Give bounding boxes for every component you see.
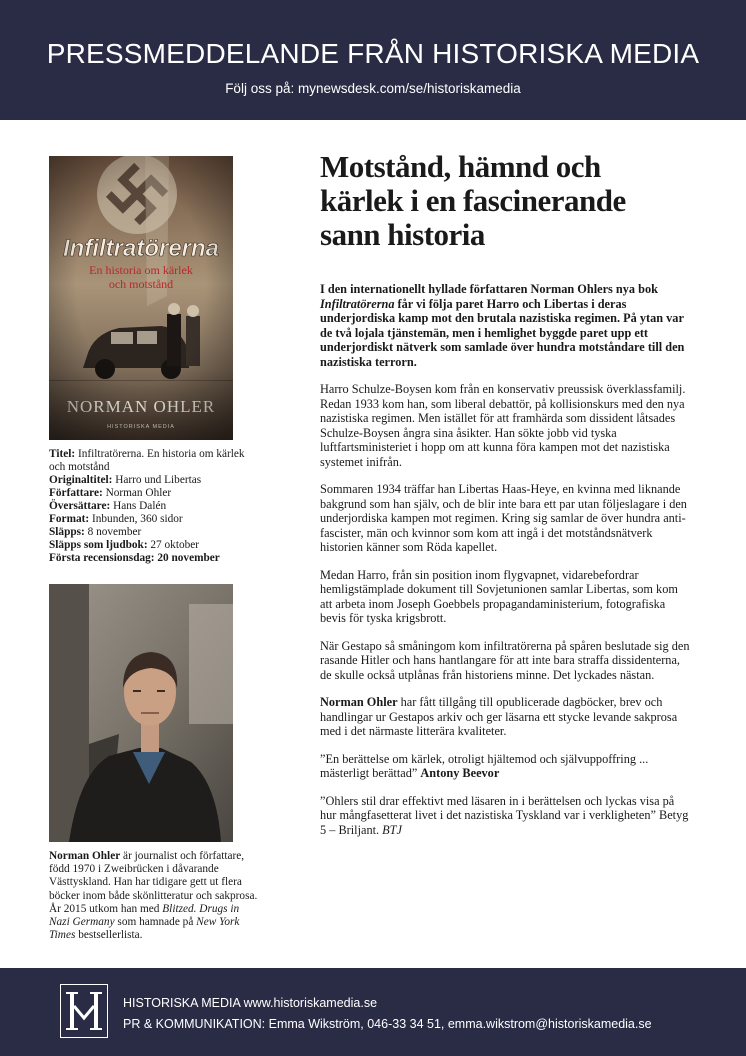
- meta-author: Författare: Norman Ohler: [49, 487, 172, 499]
- meta-title: Titel: Infiltratörerna. En historia om kärlek och motstånd: [49, 448, 245, 473]
- meta-format: Format: Inbunden, 360 sidor: [49, 513, 183, 525]
- quote-beevor: ”En berättelse om kärlek, otroligt hjältemod och självuppoffring ... mästerligt berättad” Antony Beevor: [320, 751, 649, 780]
- historiska-media-logo-icon: [60, 984, 108, 1038]
- article: [320, 150, 690, 837]
- header-band: [0, 0, 746, 120]
- footer-publisher[interactable]: HISTORISKA MEDIA www.historiskamedia.se: [123, 996, 378, 1010]
- quote-btj: ”Ohlers stil drar effektivt med läsaren in i berättelsen och lyckas visa på hur mångfasetterat livet i det nazistiska Tyskland var i verkligheten” Betyg 5 – Briljant. BTJ: [320, 793, 689, 837]
- article-lead: I den internationellt hyllade författaren Norman Ohlers nya bok Infiltratörerna får vi följa paret Harro och Libertas i deras underjordiska kamp mot den brutala nazistiska regimen. På ytan var de två lojala tjänstemän, men i hemlighet byggde paret upp ett underjordiskt nätverk som samlade över hundra motståndare till den nazistiska terrorn.: [320, 282, 685, 369]
- footer-contact[interactable]: PR & KOMMUNIKATION: Emma Wikström, 046-33 34 51, emma.wikstrom@historiskamedia.se: [123, 1017, 652, 1031]
- follow-link[interactable]: Följ oss på: mynewsdesk.com/se/historiskamedia: [225, 81, 521, 96]
- meta-release: Släpps: 8 november: [49, 526, 142, 538]
- footer-band: [0, 968, 746, 1056]
- article-paragraph-4: När Gestapo så småningom kom infiltratörerna på spåren beslutade sig den rasande Hitler och hans hantlangare för att inte bara straffa dissidenterna, de skulle också utplånas från historiens minne. Det lyckades nästan.: [320, 638, 690, 682]
- meta-original: Originaltitel: Harro und Libertas: [49, 474, 202, 486]
- meta-review: Första recensionsdag: 20 november: [49, 552, 220, 564]
- meta-audio: Släpps som ljudbok: 27 oktober: [49, 539, 200, 551]
- book-metadata: [49, 448, 261, 565]
- author-photo: [49, 584, 233, 842]
- article-paragraph-5: Norman Ohler har fått tillgång till opublicerade dagböcker, brev och handlingar ur Gestapos arkiv och ger läsarna ett stycke levande sakprosa med i det närmaste litterära kvaliteter.: [320, 695, 678, 738]
- page-title: PRESSMEDDELANDE FRÅN HISTORISKA MEDIA: [46, 38, 700, 69]
- author-bio: Norman Ohler är journalist och författare, född 1970 i Zweibrücken i dåvarande Västtyskland. Han har tidigare gett ut flera böcker inom både skönlitteratur och sakprosa. År 2015 utkom han med Blitzed. Drugs in Nazi Germany som hamnade på New York Times bestsellerlista.: [49, 850, 258, 942]
- article-paragraph-3: Medan Harro, från sin position inom flygvapnet, vidarebefordrar hemligstämplade dokument till Sovjetunionen samlar Libertas, som kom att arbeta inom Joseph Goebbels propagandaministerium, fotografiska bevis för tyska krigsbrott.: [320, 567, 678, 625]
- article-paragraph-1: Harro Schulze-Boysen kom från en konservativ preussisk överklassfamilj. Redan 1933 kom han, som liberal debattör, på kollisionskurs med den nya nazistiska regimen. Men istället för att framhärda som dissident låtsades Schulze-Boysen ångra sina åsikter. Han sökte jobb vid tyska luftfartsministeriet i hopp om att kunna föra kampen mot det nazistiska systemet inifrån.: [320, 382, 686, 469]
- article-paragraph-2: Sommaren 1934 träffar han Libertas Haas-Heye, en kvinna med liknande bakgrund som han själv, och de blir inte bara ett par utan följeslagare i den underjordiska kampen mot regimen. Kring sig samlar de över hundra anti-fascister, män och kvinnor som kom att ingå i det motståndsnätverk historien känner som Röda kapellet.: [320, 482, 687, 554]
- book-cover: [49, 156, 233, 440]
- meta-translator: Översättare: Hans Dalén: [49, 500, 167, 512]
- article-headline: Motstånd, hämnd och kärlek i en fascinerande sann historia: [320, 149, 626, 252]
